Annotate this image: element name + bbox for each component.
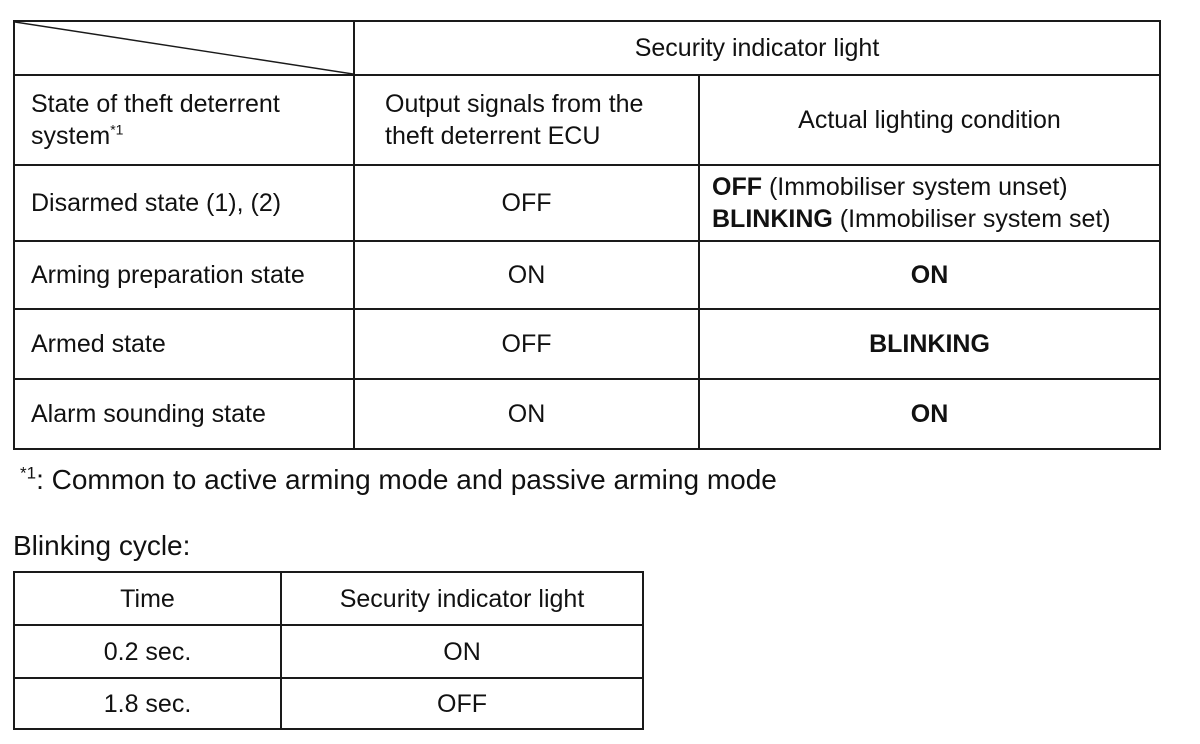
actual-cell: ON: [699, 241, 1160, 309]
theft-deterrent-state-table: [13, 20, 1161, 450]
footnote-text: : Common to active arming mode and passive arming mode: [36, 464, 777, 495]
actual-line1-rest: (Immobiliser system unset): [762, 173, 1068, 201]
actual-cell: [699, 165, 1160, 241]
footnote-mark: *1: [20, 463, 37, 483]
blinking-cycle-title: Blinking cycle:: [13, 530, 191, 561]
light-column-header: Security indicator light: [281, 572, 643, 625]
table-row: [14, 309, 1160, 379]
state-cell: Alarm sounding state: [14, 379, 354, 449]
light-cell: ON: [281, 625, 643, 678]
time-cell: 0.2 sec.: [14, 625, 281, 678]
time-column-header: Time: [14, 572, 281, 625]
table-row: [14, 241, 1160, 309]
actual-line1-bold: OFF: [712, 173, 762, 201]
state-column-header-text: State of theft deterrent system: [31, 90, 280, 150]
output-cell: ON: [354, 241, 699, 309]
actual-cell: BLINKING: [699, 309, 1160, 379]
footnote: [20, 462, 777, 498]
actual-cell: ON: [699, 379, 1160, 449]
blinking-cycle-table: [13, 571, 644, 730]
table-row: [14, 625, 643, 678]
table-row: [14, 678, 643, 729]
table-subheader-row: [14, 75, 1160, 165]
corner-diagonal-cell: [14, 21, 354, 75]
actual-line2-bold: BLINKING: [712, 205, 833, 233]
table-header-row: [14, 572, 643, 625]
output-signals-column-header: [354, 75, 699, 165]
actual-line2-rest: (Immobiliser system set): [832, 205, 1111, 233]
time-cell: 1.8 sec.: [14, 678, 281, 729]
diagonal-line-icon: [15, 22, 353, 74]
table-header-row: [14, 21, 1160, 75]
output-cell: ON: [354, 379, 699, 449]
output-header-line1: Output signals from the: [385, 90, 644, 118]
footnote-mark: *1: [110, 121, 124, 138]
table-row: [14, 379, 1160, 449]
output-cell: OFF: [354, 309, 699, 379]
state-column-header: [14, 75, 354, 165]
light-cell: OFF: [281, 678, 643, 729]
state-cell: Armed state: [14, 309, 354, 379]
actual-lighting-column-header: Actual lighting condition: [699, 75, 1160, 165]
output-header-line2: theft deterrent ECU: [385, 122, 601, 150]
state-cell: Arming preparation state: [14, 241, 354, 309]
output-cell: OFF: [354, 165, 699, 241]
state-cell: Disarmed state (1), (2): [14, 165, 354, 241]
security-indicator-light-header: Security indicator light: [354, 21, 1160, 75]
table-row: [14, 165, 1160, 241]
